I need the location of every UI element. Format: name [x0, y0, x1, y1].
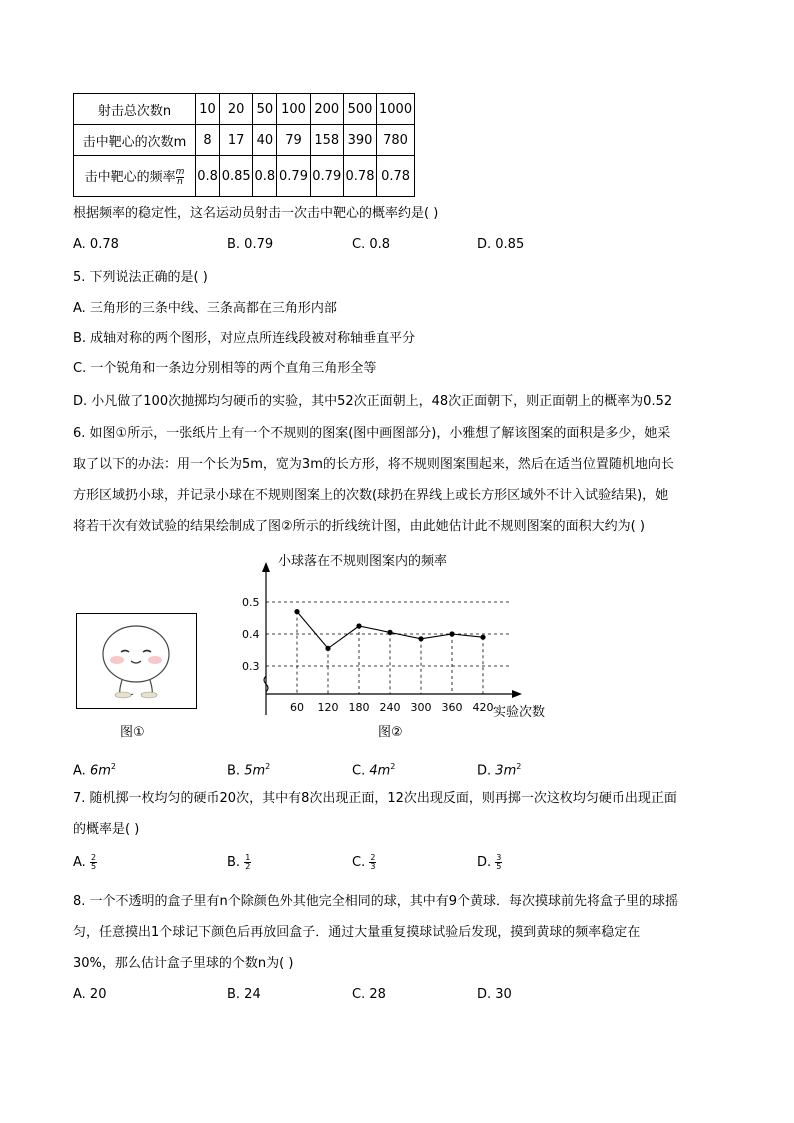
- data-point: [480, 635, 485, 640]
- table-cell: 0.79: [277, 156, 310, 197]
- q6-option-c[interactable]: [352, 759, 395, 779]
- table-cell: 1000: [377, 94, 415, 125]
- q6-option-b[interactable]: [227, 759, 270, 779]
- q4-option-c[interactable]: C. 0.8: [352, 237, 391, 252]
- option-label: D.: [477, 855, 492, 870]
- option-exponent: 2: [110, 762, 116, 771]
- table-header-cell: [74, 156, 196, 197]
- x-tick-label: 240: [379, 701, 401, 714]
- q7-option-c[interactable]: [352, 854, 376, 871]
- table-cell: 17: [220, 125, 253, 156]
- option-value: 4m: [369, 763, 391, 779]
- q5-stem: 5. 下列说法正确的是( ): [73, 270, 208, 285]
- x-tick-label: 360: [441, 701, 463, 714]
- figure-1-box: [76, 613, 197, 709]
- data-point: [449, 631, 454, 636]
- q5-option-b[interactable]: B. 成轴对称的两个图形，对应点所连线段被对称轴垂直平分: [73, 331, 416, 346]
- table-cell: 500: [343, 94, 376, 125]
- y-axis-arrow: [262, 562, 270, 572]
- data-point: [294, 609, 299, 614]
- q6-option-a[interactable]: [73, 759, 116, 779]
- q8-line-2: 匀，任意摸出1个球记下颜色后再放回盒子．通过大量重复摸球试验后发现，摸到黄球的频率稳定在: [73, 925, 641, 940]
- x-tick-label: 420: [472, 701, 494, 714]
- data-point: [356, 623, 361, 628]
- m-over-n-fraction: $\frac{m}{n}$: [175, 166, 185, 187]
- q6-line-1: 6. 如图①所示，一张纸片上有一个不规则的图案(图中画图部分)，小雅想了解该图案的面积是多少，她采: [73, 426, 671, 441]
- q5-option-c[interactable]: C. 一个锐角和一条边分别相等的两个直角三角形全等: [73, 361, 377, 376]
- q8-option-a[interactable]: A. 20: [73, 987, 107, 1002]
- q4-option-a[interactable]: A. 0.78: [73, 237, 119, 252]
- q8-option-b[interactable]: B. 24: [227, 987, 261, 1002]
- q6-line-4: 将若干次有效试验的结果绘制成了图②所示的折线统计图，由此她估计此不规则图案的面积大约为( ): [73, 519, 645, 534]
- q7-option-b[interactable]: [227, 854, 251, 871]
- q7-option-a[interactable]: [73, 854, 97, 871]
- option-exponent: 2: [516, 762, 522, 771]
- table-cell: 0.79: [310, 156, 343, 197]
- figure-1-caption: 图①: [120, 725, 145, 740]
- x-tick-label: 120: [317, 701, 339, 714]
- option-label: D.: [477, 763, 492, 779]
- table-cell: 50: [253, 94, 277, 125]
- option-exponent: 2: [390, 762, 396, 771]
- option-label: B.: [227, 855, 241, 870]
- x-tick-label: 300: [410, 701, 432, 714]
- chart-grid: [242, 596, 512, 714]
- x-axis-arrow: [512, 690, 522, 698]
- q8-option-c[interactable]: C. 28: [352, 987, 386, 1002]
- table-row: [74, 125, 415, 156]
- table-cell: 0.78: [343, 156, 376, 197]
- table-cell: 100: [277, 94, 310, 125]
- q6-option-d[interactable]: [477, 759, 521, 779]
- option-label: B.: [227, 763, 241, 779]
- q8-line-3: 30%，那么估计盒子里球的个数n为( ): [73, 956, 294, 971]
- table-cell: 200: [310, 94, 343, 125]
- data-point: [418, 636, 423, 641]
- option-label: A.: [73, 855, 86, 870]
- table-header-cell: 击中靶心的次数m: [74, 125, 196, 156]
- frequency-line-chart: [230, 548, 560, 723]
- option-label: C.: [352, 855, 366, 870]
- fraction: $\frac{2}{5}$: [90, 853, 97, 871]
- x-axis-label: 实验次数: [493, 705, 546, 720]
- table-cell: 390: [343, 125, 376, 156]
- q5-option-a[interactable]: A. 三角形的三条中线、三条高都在三角形内部: [73, 301, 337, 316]
- q5-option-d[interactable]: D. 小凡做了100次抛掷均匀硬币的实验，其中52次正面朝上，48次正面朝下，则正面朝上的概率为0.52: [73, 394, 673, 409]
- q8-option-d[interactable]: D. 30: [477, 987, 512, 1002]
- q4-option-d[interactable]: D. 0.85: [477, 237, 525, 252]
- table-header-cell: 射击总次数n: [74, 94, 196, 125]
- option-label: C.: [352, 763, 366, 779]
- table-cell: 0.8: [253, 156, 277, 197]
- y-tick-label: 0.5: [242, 596, 260, 609]
- option-exponent: 2: [265, 762, 271, 771]
- data-point: [387, 630, 392, 635]
- table-cell: 20: [220, 94, 253, 125]
- q7-line-1: 7. 随机掷一枚均匀的硬币20次，其中有8次出现正面，12次出现反面，则再掷一次这枚均匀硬币出现正面: [73, 791, 677, 806]
- fraction: $\frac{3}{5}$: [496, 853, 502, 871]
- q7-option-d[interactable]: [477, 854, 502, 871]
- table-cell: 40: [253, 125, 277, 156]
- y-tick-label: 0.4: [242, 628, 260, 641]
- table-cell: 0.8: [196, 156, 220, 197]
- y-tick-label: 0.3: [242, 660, 260, 673]
- mascot-illustration: [77, 614, 196, 708]
- q4-option-b[interactable]: B. 0.79: [227, 237, 274, 252]
- option-value: 5m: [244, 763, 266, 779]
- row-label: 击中靶心的频率: [84, 169, 176, 185]
- table-cell: 780: [377, 125, 415, 156]
- x-tick-label: 60: [290, 701, 304, 714]
- q6-line-3: 方形区域扔小球，并记录小球在不规则图案上的次数(球扔在界线上或长方形区域外不计入试验结果)，她: [73, 488, 669, 503]
- q7-line-2: 的概率是( ): [73, 822, 140, 837]
- table-cell: 10: [196, 94, 220, 125]
- table-cell: 79: [277, 125, 310, 156]
- data-point: [325, 646, 330, 651]
- x-tick-label: 180: [348, 701, 370, 714]
- table-cell: 0.78: [377, 156, 415, 197]
- fraction: $\frac{1}{2}$: [245, 853, 251, 871]
- chart-title: 小球落在不规则图案内的频率: [278, 554, 448, 569]
- fraction: $\frac{2}{3}$: [370, 853, 376, 871]
- table-cell: 158: [310, 125, 343, 156]
- q4-stem: 根据频率的稳定性，这名运动员射击一次击中靶心的概率约是( ): [73, 206, 439, 221]
- frequency-table: [73, 93, 415, 197]
- q6-line-2: 取了以下的办法：用一个长为5m，宽为3m的长方形，将不规则图案围起来，然后在适当位置随机地向长: [73, 457, 674, 472]
- table-cell: 8: [196, 125, 220, 156]
- q8-line-1: 8. 一个不透明的盒子里有n个除颜色外其他完全相同的球，其中有9个黄球．每次摸球前先将盒子里的球摇: [73, 894, 679, 909]
- option-value: 6m: [89, 763, 111, 779]
- figure-2-caption: 图②: [378, 725, 403, 740]
- table-cell: 0.85: [220, 156, 253, 197]
- table-row: [74, 156, 415, 197]
- option-label: A.: [73, 763, 86, 779]
- table-row: [74, 94, 415, 125]
- option-value: 3m: [495, 763, 517, 779]
